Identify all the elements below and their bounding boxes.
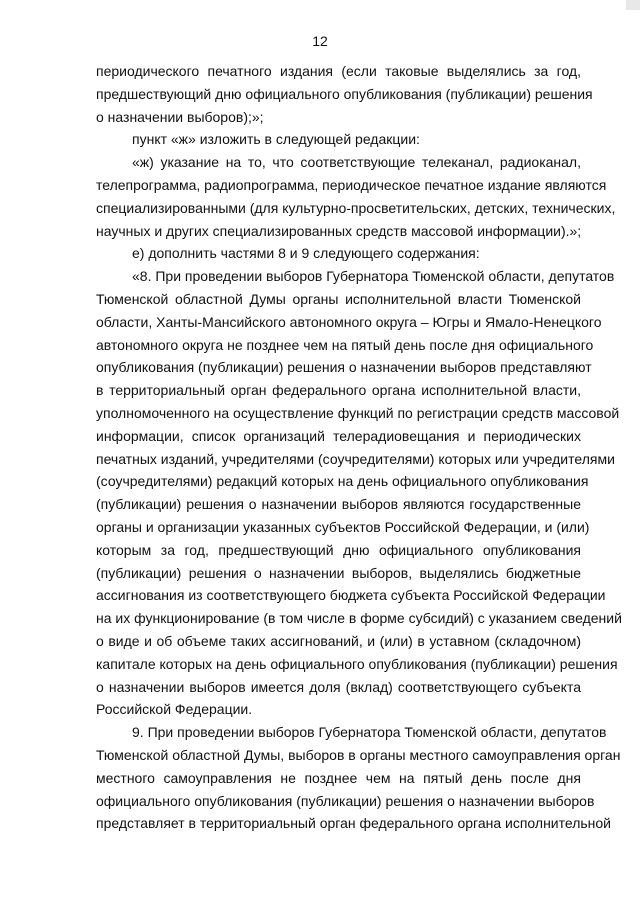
text-line: 9. При проведении выборов Губернатора Тюменской области, депутатов	[132, 724, 607, 741]
text-line: (публикации) решения о назначении выборов, выделялись бюджетные	[96, 564, 581, 581]
text-line: опубликования (публикации) решения о назначении выборов представляют	[96, 359, 592, 376]
text-line: (соучредителями) редакций которых на день официального опубликования	[96, 473, 589, 490]
text-line: о назначении выборов имеется доля (вклад) соответствующего субъекта	[96, 678, 581, 695]
document-body	[96, 60, 622, 835]
text-line: на их функционирование (в том числе в форме субсидий) с указанием сведений	[96, 610, 622, 627]
text-line: местного самоуправления не позднее чем на пятый день после дня	[96, 769, 581, 786]
text-line: Российской Федерации.	[96, 701, 253, 718]
text-line: информации, список организаций телерадиовещания и периодических	[96, 427, 581, 444]
text-line: автономного округа не позднее чем на пятый день после дня официального	[96, 336, 594, 353]
text-line: печатных изданий, учредителями (соучредителями) которых или учредителями	[96, 450, 615, 467]
text-line: которым за год, предшествующий дню официального опубликования	[96, 541, 581, 558]
text-line: пункт «ж» изложить в следующей редакции:	[132, 131, 420, 148]
text-line: (публикации) решения о назначении выборов являются государственные	[96, 496, 581, 513]
text-line: специализированными (для культурно-просветительских, детских, технических,	[96, 199, 616, 216]
page-number: 12	[312, 33, 328, 49]
text-line: научных и других специализированных средств массовой информации).»;	[96, 222, 582, 239]
text-line: о назначении выборов);»;	[96, 108, 264, 125]
text-line: представляет в территориальный орган федерального органа исполнительной	[96, 815, 612, 832]
text-line: Тюменской областной Думы, выборов в органы местного самоуправления орган	[96, 746, 621, 763]
scan-corner-mark	[626, 0, 640, 10]
text-line: предшествующий дню официального опубликования (публикации) решения	[96, 85, 593, 102]
text-line: официального опубликования (публикации) решения о назначении выборов	[96, 792, 595, 809]
text-line: о виде и об объеме таких ассигнований, и (или) в уставном (складочном)	[96, 632, 581, 649]
text-line: е) дополнить частями 8 и 9 следующего содержания:	[132, 245, 480, 262]
text-line: «ж) указание на то, что соответствующие телеканал, радиоканал,	[132, 154, 581, 171]
text-line: области, Ханты-Мансийского автономного округа – Югры и Ямало-Ненецкого	[96, 313, 602, 330]
text-line: капитале которых на день официального опубликования (публикации) решения	[96, 655, 618, 672]
text-line: Тюменской областной Думы органы исполнительной власти Тюменской	[96, 290, 581, 307]
text-line: органы и организации указанных субъектов Российской Федерации, и (или)	[96, 518, 590, 535]
text-line: телепрограмма, радиопрограмма, периодическое печатное издание являются	[96, 176, 607, 193]
text-line: ассигнования из соответствующего бюджета субъекта Российской Федерации	[96, 587, 606, 604]
text-line: в территориальный орган федерального органа исполнительной власти,	[96, 382, 581, 399]
text-line: уполномоченного на осуществление функций по регистрации средств массовой	[96, 404, 620, 421]
text-line: периодического печатного издания (если таковые выделялись за год,	[96, 63, 581, 79]
text-line: «8. При проведении выборов Губернатора Тюменской области, депутатов	[132, 268, 615, 285]
